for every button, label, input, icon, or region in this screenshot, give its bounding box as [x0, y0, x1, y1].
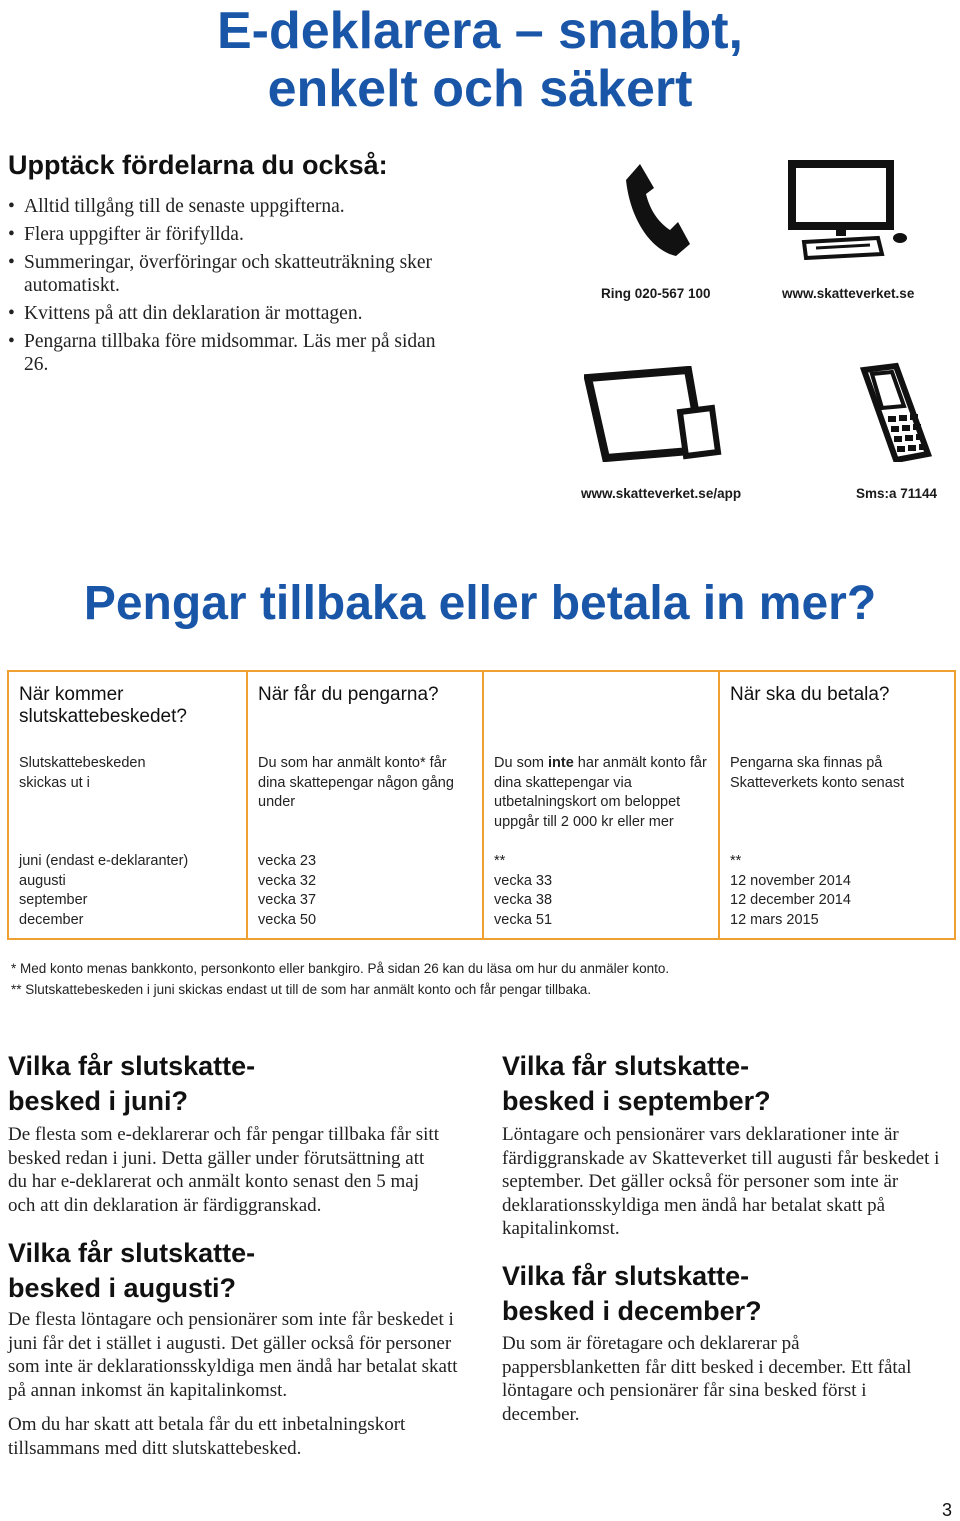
table-cell: ** [730, 853, 742, 869]
list-item: • Flera uppgifter är förifyllda. [8, 223, 448, 246]
faq-heading-june: Vilka får slutskatte-besked i juni? [8, 1051, 256, 1116]
faq-heading-september: Vilka får slutskatte-besked i september? [502, 1051, 771, 1116]
contact-sms: Sms:a 71144 [856, 486, 938, 501]
faq-text-august-payment: Om du har skatt att betala får du ett inbetalningskort tillsammans med ditt slutskattebesked. [8, 1414, 406, 1459]
page-title-line2: enkelt och säkert [267, 60, 693, 118]
table-column-payment [718, 672, 954, 938]
column-description [494, 754, 709, 832]
list-item: • Summeringar, överföringar och skatteuträkning sker automatiskt. [8, 251, 448, 297]
column-values [19, 852, 188, 930]
faq-heading-august: Vilka får slutskatte-besked i augusti? [8, 1238, 256, 1303]
table-cell: 12 november 2014 [730, 872, 851, 889]
phone-icon [622, 160, 692, 260]
column-heading: När ska du betala? [730, 684, 890, 705]
table-cell: vecka 32 [258, 872, 317, 889]
list-item: • Pengarna tillbaka före midsommar. Läs mer på sidan 26. [8, 330, 448, 376]
advantages-heading: Upptäck fördelarna du också: [8, 150, 388, 180]
table-cell: vecka 37 [258, 892, 317, 908]
faq-text-june: De flesta som e-deklarerar och får pengar tillbaka får sitt besked redan i juni. Detta gäller under förutsättning att du har e-deklarerat och anmält konto senast den 5 maj och att din deklaration är färdiggranskad. [8, 1124, 439, 1216]
table-cell: december [19, 911, 84, 928]
table-cell: 12 december 2014 [730, 892, 851, 908]
page-title-line1: E-deklarera – snabbt, [217, 2, 743, 60]
table-cell: 12 mars 2015 [730, 911, 819, 928]
faq-heading-december: Vilka får slutskatte-besked i december? [502, 1261, 762, 1326]
advantages-list [8, 195, 448, 381]
description-emphasis: inte [548, 755, 574, 771]
contact-phone: Ring 020-567 100 [601, 286, 711, 301]
column-values [258, 852, 316, 930]
column-heading: När kommer slutskattebeskedet? [19, 684, 187, 727]
column-values [730, 852, 851, 930]
list-item: • Alltid tillgång till de senaste uppgifterna. [8, 195, 448, 218]
footnote-account: * Med konto menas bankkonto, personkonto eller bankgiro. På sidan 26 kan du läsa om hur du anmäler konto. [11, 961, 670, 976]
column-description: Du som har anmält konto* får dina skattepengar någon gång under [258, 755, 454, 810]
column-values [494, 852, 552, 930]
mobile-phone-icon [858, 362, 938, 462]
contact-web: www.skatteverket.se [782, 286, 915, 301]
table-cell: augusti [19, 872, 66, 889]
tablet-icon [584, 366, 734, 462]
payout-table [7, 670, 956, 940]
table-cell: vecka 51 [494, 911, 553, 928]
table-cell: vecka 50 [258, 911, 317, 928]
description-part: har anmält konto får dina skattepengar via utbetalningskort om beloppet uppgår till 2 000 kr eller mer [494, 755, 707, 830]
table-column-refund-card [482, 672, 718, 938]
contact-app: www.skatteverket.se/app [581, 486, 742, 501]
faq-text-august: De flesta löntagare och pensionärer som inte får beskedet i juni får det i stället i augusti. Det gäller också för personer som inte är deklarationsskyldiga men ändå har betalat skatt på annan inkomst än kapitalinkomst. [8, 1309, 458, 1401]
page-number: 3 [941, 1500, 952, 1520]
footnote-june: ** Slutskattebeskeden i juni skickas endast ut till de som har anmält konto och får pengar tillbaka. [11, 982, 592, 997]
column-description: Slutskattebeskeden skickas ut i [19, 755, 146, 791]
table-cell: vecka 33 [494, 872, 553, 889]
table-cell: vecka 38 [494, 892, 553, 908]
description-part: Du som [494, 755, 548, 771]
column-heading: När får du pengarna? [258, 684, 439, 705]
table-column-refund-account [246, 672, 482, 938]
faq-text-december: Du som är företagare och deklarerar på pappersblanketten får ditt besked i december. Ett fåtal löntagare och pensionärer får sina besked först i december. [502, 1333, 912, 1425]
table-column-statement [9, 672, 246, 938]
section-subtitle: Pengar tillbaka eller betala in mer? [83, 577, 877, 630]
table-cell: vecka 23 [258, 853, 317, 869]
computer-icon [786, 160, 916, 260]
column-description: Pengarna ska finnas på Skatteverkets konto senast [730, 755, 905, 791]
table-cell: juni (endast e-deklaranter) [19, 853, 189, 869]
table-cell: ** [494, 853, 506, 869]
list-item: • Kvittens på att din deklaration är mottagen. [8, 302, 448, 325]
table-cell: september [19, 892, 88, 908]
faq-text-september: Löntagare och pensionärer vars deklarationer inte är färdiggranskade av Skatteverket till augusti får beskedet i september. Det gäller också för personer som inte är deklarationsskyldiga men ändå har betalat skatt på kapitalinkomst. [502, 1124, 940, 1239]
page-title [0, 2, 960, 118]
